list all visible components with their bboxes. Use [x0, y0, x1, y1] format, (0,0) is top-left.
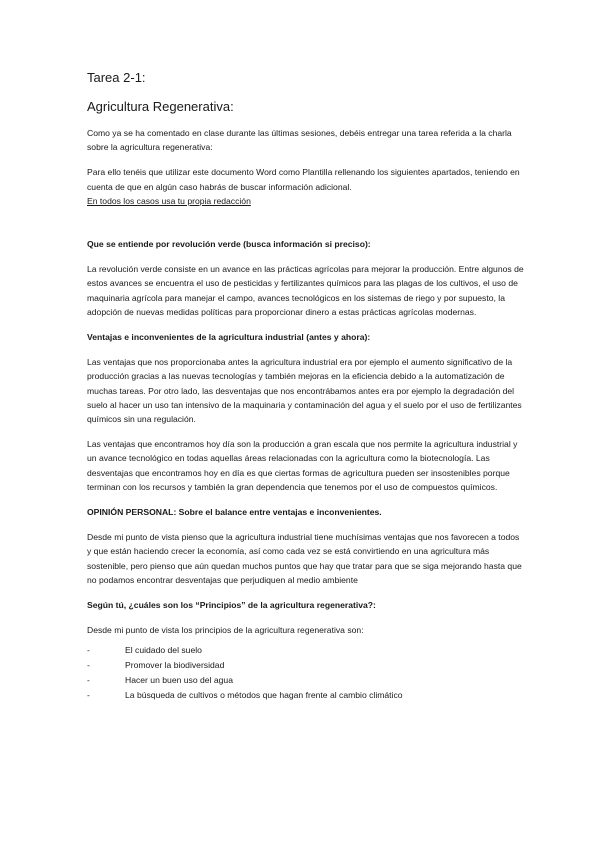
bullet-dash: -	[87, 645, 90, 656]
bullet-dash: -	[87, 675, 90, 686]
list-item	[87, 688, 525, 703]
list-item	[87, 658, 525, 673]
document-title: Tarea 2-1:	[87, 70, 146, 85]
bullet-dash: -	[87, 660, 90, 671]
intro-underlined-note: En todos los casos usa tu propia redacción	[87, 195, 251, 206]
section-heading-ventajas: Ventajas e inconvenientes de la agricultura industrial (antes y ahora):	[87, 332, 371, 343]
list-item-text: Promover la biodiversidad	[125, 660, 225, 671]
section-paragraph: La revolución verde consiste en un avance en las prácticas agrícolas para mejorar la producción. Entre algunos de estos avances se encuentra el uso de pesticidas y fertilizantes químicos para las plagas de los cultivos, el uso de maquinaria agrícola para manejar el campo, avances tecnológicos en los sistemas de riego y por supuesto, la adopción de nuevas medidas políticas para proporcionar dinero a estas prácticas agrícolas modernas.	[87, 264, 524, 317]
opinion-heading-text: : Sobre el balance entre ventajas e inconvenientes.	[173, 507, 382, 518]
list-item-text: El cuidado del suelo	[125, 645, 202, 656]
section-paragraph: Desde mi punto de vista los principios de la agricultura regenerativa son:	[87, 625, 364, 636]
intro-paragraph: Como ya se ha comentado en clase durante las últimas sesiones, debéis entregar una tarea referida a la charla sobre la agricultura regenerativa:	[87, 128, 512, 153]
section-heading-opinion	[87, 505, 525, 519]
section-paragraph: Desde mi punto de vista pienso que la agricultura industrial tiene muchísimas ventajas que nos favorecen a todos y que están haciendo crecer la economía, así como cada vez se está convirtiendo en una agricultura más sostenible, pero pienso que aún quedan muchos puntos que hay que tratar para que se siga mejorando hasta que no podamos encontrar desventajas que perjudiquen al medio ambiente	[87, 532, 522, 585]
intro-paragraph: Para ello tenéis que utilizar este documento Word como Plantilla rellenando los siguientes apartados, teniendo en cuenta de que en algún caso habrás de buscar información adicional.	[87, 167, 520, 192]
section-paragraph: Las ventajas que nos proporcionaba antes la agricultura industrial era por ejemplo el aumento significativo de la producción gracias a las nuevas tecnologías y también mejoras en la eficiencia debido a la automatización de muchas tareas. Por otro lado, las desventajas que nos encontrábamos antes era por ejemplo la degradación del suelo al hacer un uso tan intensivo de la maquinaria y contaminación del agua y el suelo por el uso de fertilizantes químicos sin una regulación.	[87, 357, 522, 425]
section-heading-principios: Según tú, ¿cuáles son los “Principios” de la agricultura regenerativa?:	[87, 600, 376, 611]
opinion-heading-prefix: OPINIÓN PERSONAL	[87, 507, 174, 518]
list-item	[87, 673, 525, 688]
list-item-text: Hacer un buen uso del agua	[125, 675, 233, 686]
list-item-text: La búsqueda de cultivos o métodos que hagan frente al cambio climático	[125, 690, 403, 701]
bullet-dash: -	[87, 690, 90, 701]
document-subtitle: Agricultura Regenerativa:	[87, 99, 234, 114]
principles-list	[87, 643, 525, 703]
document-body	[87, 70, 525, 703]
section-heading-revolucion-verde: Que se entiende por revolución verde (busca información si preciso):	[87, 239, 371, 250]
list-item	[87, 643, 525, 658]
section-paragraph: Las ventajas que encontramos hoy día son la producción a gran escala que nos permite la agricultura industrial y un avance tecnológico en todas aquellas áreas relacionadas con la agricultura como la biotecnología. Las desventajas que encontramos hoy en día es que ciertas formas de agricultura pueden ser insostenibles porque terminan con los recursos y también la gran dependencia que tenemos por el uso de compuestos químicos.	[87, 439, 518, 492]
